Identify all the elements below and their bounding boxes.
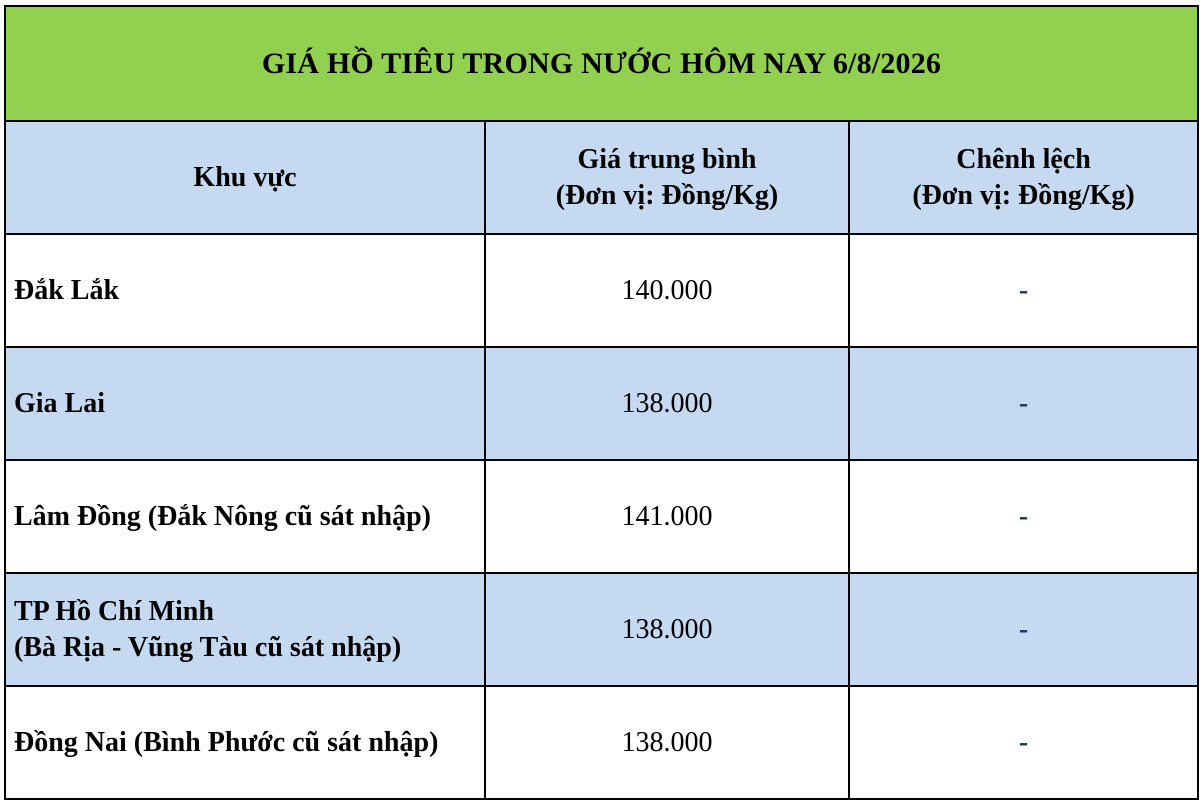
change-cell: - — [849, 347, 1198, 460]
price-cell: 138.000 — [485, 573, 849, 686]
region-name: TP Hồ Chí Minh — [14, 595, 214, 627]
region-note: (Bà Rịa - Vũng Tàu cũ sát nhập) — [14, 631, 402, 663]
change-cell: - — [849, 686, 1198, 799]
region-name: Gia Lai — [14, 387, 106, 419]
region-name: Lâm Đồng (Đắk Nông cũ sát nhập) — [14, 500, 431, 532]
header-avg-price — [485, 121, 849, 234]
header-avg-price-label: Giá trung bình — [577, 143, 757, 175]
header-avg-price-unit: (Đơn vị: Đồng/Kg) — [555, 179, 779, 211]
region-cell — [5, 573, 485, 686]
change-cell: - — [849, 234, 1198, 347]
price-cell: 141.000 — [485, 460, 849, 573]
price-cell: 138.000 — [485, 347, 849, 460]
table-row — [5, 686, 1198, 799]
table-row — [5, 460, 1198, 573]
header-change-unit: (Đơn vị: Đồng/Kg) — [912, 179, 1135, 211]
region-cell — [5, 460, 485, 573]
table-title-row — [5, 6, 1198, 121]
region-cell — [5, 347, 485, 460]
price-cell: 140.000 — [485, 234, 849, 347]
table-row — [5, 234, 1198, 347]
table-header-row — [5, 121, 1198, 234]
pepper-price-table — [4, 5, 1199, 800]
region-cell — [5, 686, 485, 799]
change-cell: - — [849, 573, 1198, 686]
region-cell — [5, 234, 485, 347]
region-name: Đắk Lắk — [14, 274, 120, 306]
header-change — [849, 121, 1198, 234]
change-cell: - — [849, 460, 1198, 573]
header-region — [5, 121, 485, 234]
price-cell: 138.000 — [485, 686, 849, 799]
header-region-label: Khu vực — [193, 161, 297, 193]
table-row — [5, 573, 1198, 686]
table-row — [5, 347, 1198, 460]
region-name: Đồng Nai (Bình Phước cũ sát nhập) — [14, 726, 439, 758]
table-title: GIÁ HỒ TIÊU TRONG NƯỚC HÔM NAY 6/8/2026 — [5, 6, 1198, 121]
header-change-label: Chênh lệch — [956, 143, 1091, 175]
